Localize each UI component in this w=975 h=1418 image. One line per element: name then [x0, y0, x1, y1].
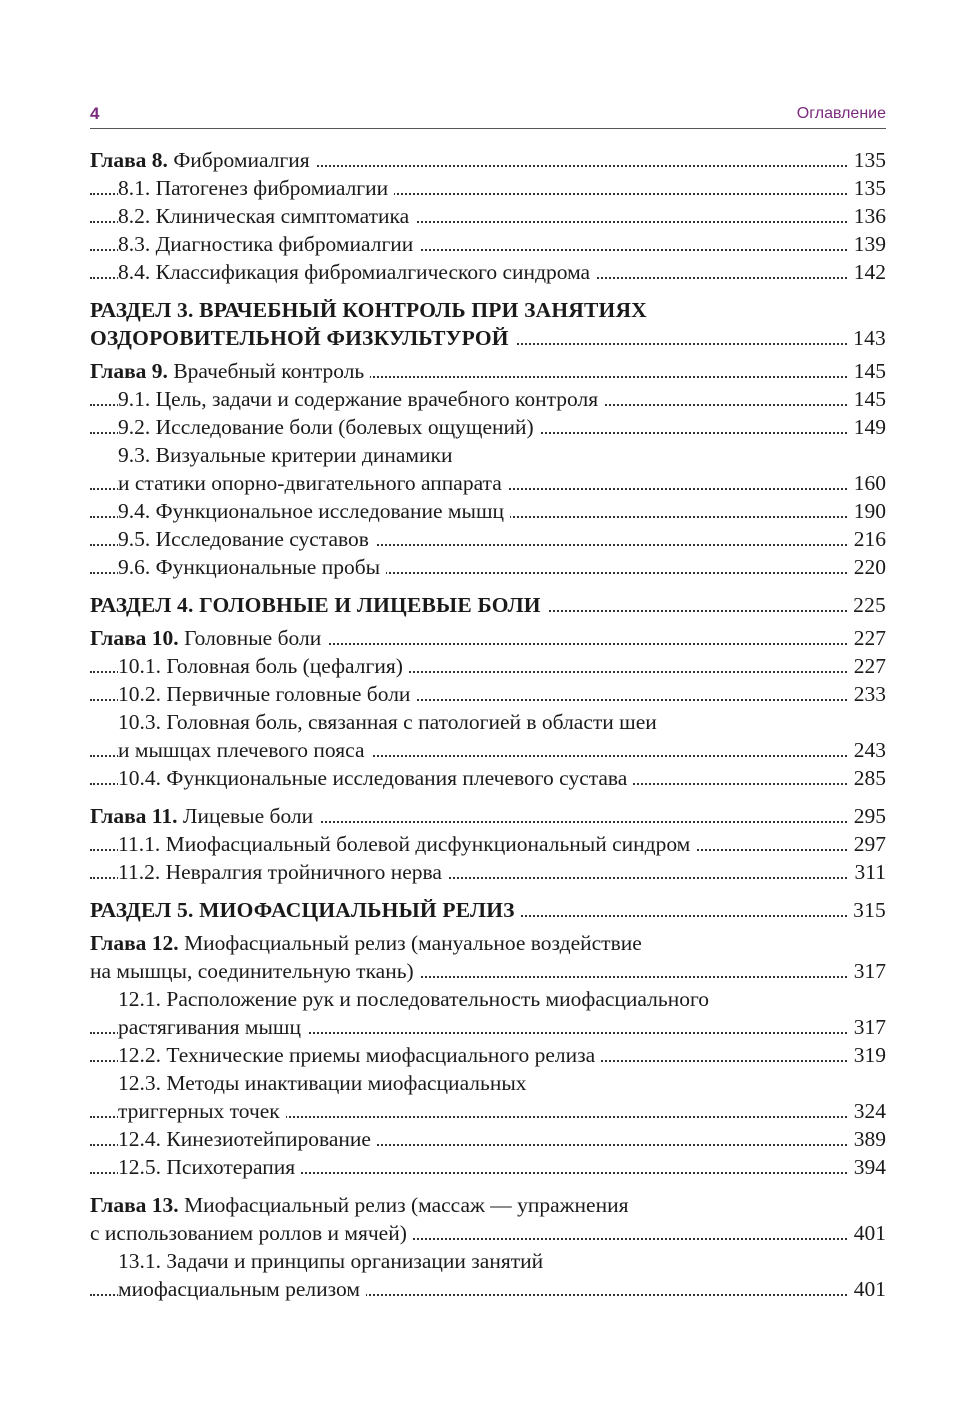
chapter-prefix: Глава 12. [90, 931, 179, 955]
chapter-title: Фибромиалгия [173, 148, 310, 172]
toc-chapter-entry-line[interactable] [90, 929, 886, 957]
subentry-title: 9.1. Цель, задачи и содержание врачебного контроля [118, 387, 604, 411]
page-ref: 295 [848, 802, 886, 830]
chapter-prefix: Глава 10. [90, 626, 179, 650]
toc-subentry[interactable] [90, 736, 886, 764]
page-ref: 315 [847, 896, 886, 924]
subentry-title: и статики опорно-двигательного аппарата [118, 471, 508, 495]
toc-part-heading-line[interactable] [90, 324, 886, 352]
chapter-title: Миофасциальный релиз (мануальное воздействие [184, 931, 642, 955]
subentry-title: 11.2. Невралгия тройничного нерва [118, 860, 448, 884]
page-ref: 190 [848, 497, 886, 525]
page-ref: 143 [847, 324, 886, 352]
toc-chapter-entry[interactable] [90, 802, 886, 830]
toc-subentry[interactable] [90, 385, 886, 413]
toc-chapter-entry[interactable] [90, 1219, 886, 1247]
page-ref: 401 [848, 1219, 886, 1247]
page-ref: 142 [848, 258, 886, 286]
page-ref: 319 [848, 1041, 886, 1069]
page-ref: 225 [847, 591, 886, 619]
running-header [90, 100, 886, 129]
page-ref: 145 [848, 357, 886, 385]
toc-subentry-line[interactable] [90, 708, 886, 736]
subentry-title: триггерных точек [118, 1099, 286, 1123]
page-ref: 285 [848, 764, 886, 792]
subentry-title: 8.4. Классификация фибромиалгического синдрома [118, 260, 596, 284]
subentry-title: 10.3. Головная боль, связанная с патологией в области шеи [118, 710, 663, 734]
chapter-title: с использованием роллов и мячей) [90, 1221, 413, 1245]
toc-subentry[interactable] [90, 258, 886, 286]
page-ref: 216 [848, 525, 886, 553]
chapter-11 [90, 802, 886, 886]
toc-subentry[interactable] [90, 830, 886, 858]
subentry-title: 12.3. Методы инактивации миофасциальных [118, 1071, 533, 1095]
chapter-prefix: Глава 8. [90, 148, 168, 172]
page-ref: 135 [848, 174, 886, 202]
page-ref: 227 [848, 624, 886, 652]
part-title: ОЗДОРОВИТЕЛЬНОЙ ФИЗКУЛЬТУРОЙ [90, 326, 515, 350]
page-ref: 233 [848, 680, 886, 708]
toc-subentry-line[interactable] [90, 1069, 886, 1097]
toc-chapter-entry[interactable] [90, 624, 886, 652]
page-ref: 317 [848, 1013, 886, 1041]
toc-chapter-entry-line[interactable] [90, 1191, 886, 1219]
subentry-title: 12.5. Психотерапия [118, 1155, 301, 1179]
toc-subentry[interactable] [90, 652, 886, 680]
page-ref: 389 [848, 1125, 886, 1153]
page-ref: 160 [848, 469, 886, 497]
page-ref: 401 [848, 1275, 886, 1303]
toc-subentry[interactable] [90, 1153, 886, 1181]
toc-subentry[interactable] [90, 858, 886, 886]
running-header-title: Оглавление [796, 105, 886, 122]
page-ref: 149 [848, 413, 886, 441]
page-ref: 324 [848, 1097, 886, 1125]
subentry-title: 9.3. Визуальные критерии динамики [118, 443, 458, 467]
toc-subentry[interactable] [90, 497, 886, 525]
subentry-title: 13.1. Задачи и принципы организации занятий [118, 1249, 549, 1273]
page-ref: 220 [848, 553, 886, 581]
toc-subentry[interactable] [90, 1013, 886, 1041]
page-ref: 317 [848, 957, 886, 985]
subentry-title: 12.4. Кинезиотейпирование [118, 1127, 377, 1151]
chapter-prefix: Глава 13. [90, 1193, 179, 1217]
chapter-title: на мышцы, соединительную ткань) [90, 959, 420, 983]
part-5 [90, 896, 886, 924]
toc-part-heading-line[interactable] [90, 896, 886, 924]
subentry-title: 8.1. Патогенез фибромиалгии [118, 176, 394, 200]
chapter-9 [90, 357, 886, 581]
part-title: РАЗДЕЛ 4. ГОЛОВНЫЕ И ЛИЦЕВЫЕ БОЛИ [90, 593, 547, 617]
toc-subentry[interactable] [90, 230, 886, 258]
chapter-8 [90, 146, 886, 286]
toc-subentry[interactable] [90, 525, 886, 553]
chapter-title: Врачебный контроль [173, 359, 365, 383]
subentry-title: 10.4. Функциональные исследования плечевого сустава [118, 766, 633, 790]
subentry-title: 9.6. Функциональные пробы [118, 555, 386, 579]
subentry-title: 9.4. Функциональное исследование мышц [118, 499, 510, 523]
page-ref: 136 [848, 202, 886, 230]
chapter-title: Лицевые боли [182, 804, 314, 828]
toc-subentry[interactable] [90, 1041, 886, 1069]
toc-subentry[interactable] [90, 1275, 886, 1303]
subentry-title: 9.5. Исследование суставов [118, 527, 375, 551]
toc-subentry[interactable] [90, 1125, 886, 1153]
part-3 [90, 296, 886, 352]
subentry-title: и мышцах плечевого пояса [118, 738, 371, 762]
toc-subentry-line[interactable] [90, 1247, 886, 1275]
toc-subentry[interactable] [90, 1097, 886, 1125]
toc-subentry-line[interactable] [90, 441, 886, 469]
page-ref: 139 [848, 230, 886, 258]
subentry-title: 8.3. Диагностика фибромиалгии [118, 232, 419, 256]
chapter-10 [90, 624, 886, 792]
subentry-title: 11.1. Миофасциальный болевой дисфункциональный синдром [118, 832, 696, 856]
chapter-title: Головные боли [184, 626, 322, 650]
page-ref: 311 [849, 858, 886, 886]
page-ref: 243 [848, 736, 886, 764]
page-ref: 297 [848, 830, 886, 858]
part-title: РАЗДЕЛ 3. ВРАЧЕБНЫЙ КОНТРОЛЬ ПРИ ЗАНЯТИЯХ [90, 298, 653, 322]
table-of-contents [90, 146, 886, 1303]
chapter-13 [90, 1191, 886, 1303]
page-number: 4 [90, 104, 100, 123]
subentry-title: 9.2. Исследование боли (болевых ощущений) [118, 415, 540, 439]
toc-subentry[interactable] [90, 469, 886, 497]
toc-subentry[interactable] [90, 202, 886, 230]
subentry-title: 10.1. Головная боль (цефалгия) [118, 654, 409, 678]
page-ref: 135 [848, 146, 886, 174]
subentry-title: миофасциальным релизом [118, 1277, 366, 1301]
toc-part-heading-line[interactable] [90, 296, 886, 324]
toc-subentry[interactable] [90, 553, 886, 581]
toc-part-heading-line[interactable] [90, 591, 886, 619]
chapter-title: Миофасциальный релиз (массаж — упражнения [184, 1193, 629, 1217]
toc-subentry[interactable] [90, 413, 886, 441]
subentry-title: 10.2. Первичные головные боли [118, 682, 416, 706]
part-4 [90, 591, 886, 619]
subentry-title: растягивания мышц [118, 1015, 307, 1039]
chapter-12 [90, 929, 886, 1181]
toc-chapter-entry[interactable] [90, 957, 886, 985]
subentry-title: 12.1. Расположение рук и последовательность миофасциального [118, 987, 715, 1011]
page-ref: 145 [848, 385, 886, 413]
chapter-prefix: Глава 11. [90, 804, 178, 828]
toc-subentry-line[interactable] [90, 985, 886, 1013]
page-ref: 394 [848, 1153, 886, 1181]
toc-subentry[interactable] [90, 174, 886, 202]
page-ref: 227 [848, 652, 886, 680]
toc-chapter-entry[interactable] [90, 146, 886, 174]
toc-subentry[interactable] [90, 764, 886, 792]
toc-subentry[interactable] [90, 680, 886, 708]
subentry-title: 8.2. Клиническая симптоматика [118, 204, 415, 228]
toc-chapter-entry[interactable] [90, 357, 886, 385]
chapter-prefix: Глава 9. [90, 359, 168, 383]
subentry-title: 12.2. Технические приемы миофасциального релиза [118, 1043, 601, 1067]
part-title: РАЗДЕЛ 5. МИОФАСЦИАЛЬНЫЙ РЕЛИЗ [90, 898, 521, 922]
